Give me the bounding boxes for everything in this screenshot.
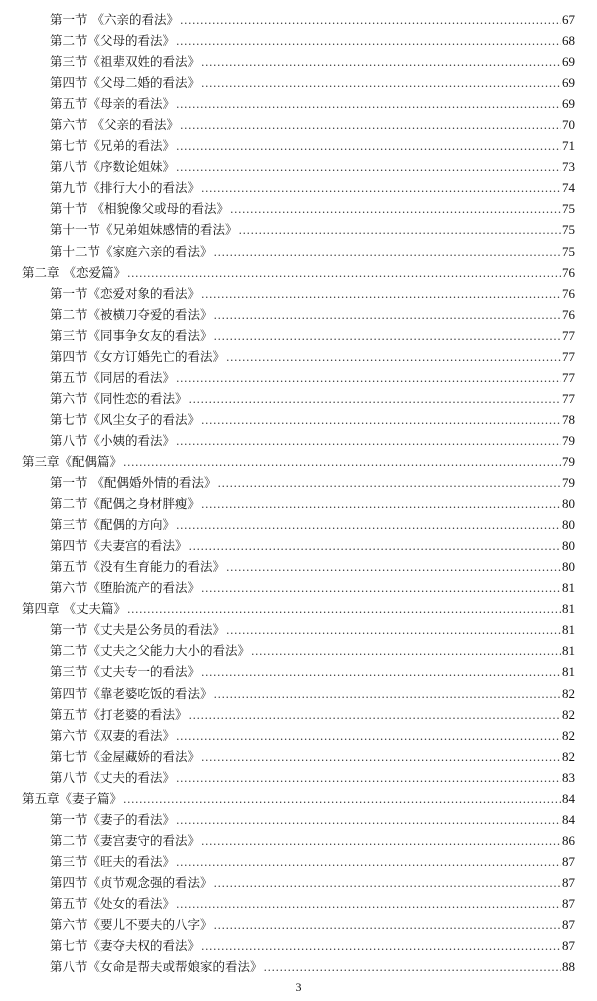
- toc-entry-title: 第五节《没有生育能力的看法》: [50, 559, 226, 575]
- toc-section-entry: [0, 767, 597, 788]
- toc-entry-title: 第七节《妻夺夫权的看法》: [50, 938, 201, 954]
- toc-entry-title: 第八节《序数论姐妹》: [50, 159, 176, 175]
- toc-entry-page: 77: [562, 369, 575, 385]
- toc-entry-title: 第七节《风尘女子的看法》: [50, 411, 201, 427]
- dot-leader: [176, 726, 561, 747]
- dot-leader: [217, 473, 561, 494]
- dot-leader: [230, 199, 561, 220]
- toc-entry-title: 第二节《配偶之身材胖瘦》: [50, 496, 201, 512]
- toc-entry-title: 第八节《小姨的看法》: [50, 432, 176, 448]
- dot-leader: [201, 52, 561, 73]
- toc-entry-title: 第四节《女方订婚先亡的看法》: [50, 348, 226, 364]
- toc-entry-page: 67: [562, 12, 575, 27]
- toc-entry-line: [50, 809, 575, 831]
- table-of-contents: [0, 9, 597, 977]
- toc-entry-page: 75: [562, 201, 575, 217]
- toc-entry-page: 80: [562, 517, 575, 533]
- toc-entry-line: [50, 577, 575, 599]
- toc-section-entry: [0, 135, 597, 156]
- dot-leader: [201, 284, 561, 305]
- toc-section-entry: [0, 346, 597, 367]
- dot-leader: [176, 136, 561, 157]
- dot-leader: [176, 368, 561, 389]
- toc-section-entry: [0, 72, 597, 93]
- dot-leader: [176, 810, 561, 831]
- toc-entry-title: 第八节《丈夫的看法》: [50, 769, 176, 785]
- toc-entry-page: 80: [562, 538, 575, 554]
- toc-entry-page: 88: [562, 959, 575, 975]
- toc-entry-page: 75: [562, 243, 575, 259]
- toc-entry-line: [50, 198, 575, 220]
- toc-entry-line: [50, 325, 575, 347]
- dot-leader: [214, 326, 561, 347]
- toc-section-entry: [0, 493, 597, 514]
- toc-section-entry: [0, 830, 597, 851]
- dot-leader: [180, 115, 561, 136]
- toc-entry-page: 76: [562, 306, 575, 322]
- toc-section-entry: [0, 851, 597, 872]
- toc-entry-title: 第一节《妻子的看法》: [50, 811, 176, 827]
- toc-entry-line: [50, 514, 575, 536]
- toc-section-entry: [0, 746, 597, 767]
- toc-entry-line: [50, 135, 575, 157]
- dot-leader: [189, 389, 561, 410]
- toc-entry-title: 第一节 《配偶婚外情的看法》: [50, 475, 217, 491]
- toc-entry-line: [50, 304, 575, 326]
- toc-entry-line: [50, 935, 575, 957]
- toc-section-entry: [0, 914, 597, 935]
- toc-entry-line: [50, 93, 575, 115]
- toc-entry-line: [50, 241, 575, 263]
- toc-entry-page: 82: [562, 685, 575, 701]
- toc-section-entry: [0, 935, 597, 956]
- dot-leader: [189, 705, 561, 726]
- dot-leader: [176, 94, 561, 115]
- toc-entry-title: 第十一节《兄弟姐妹感情的看法》: [50, 222, 238, 238]
- toc-entry-title: 第六节《同性恋的看法》: [50, 390, 188, 406]
- dot-leader: [201, 936, 561, 957]
- dot-leader: [201, 747, 561, 768]
- dot-leader: [201, 831, 561, 852]
- toc-entry-line: [50, 725, 575, 747]
- toc-section-entry: [0, 704, 597, 725]
- toc-section-entry: [0, 388, 597, 409]
- toc-entry-page: 86: [562, 832, 575, 848]
- toc-entry-line: [50, 409, 575, 431]
- toc-section-entry: [0, 893, 597, 914]
- toc-entry-title: 第十二节《家庭六亲的看法》: [50, 243, 213, 259]
- toc-entry-title: 第一节 《六亲的看法》: [50, 12, 179, 27]
- toc-entry-title: 第二节《被横刀夺爱的看法》: [50, 306, 213, 322]
- toc-section-entry: [0, 156, 597, 177]
- toc-entry-page: 87: [562, 853, 575, 869]
- dot-leader: [226, 347, 561, 368]
- dot-leader: [214, 915, 561, 936]
- toc-section-entry: [0, 9, 597, 30]
- toc-entry-line: [50, 556, 575, 578]
- toc-entry-title: 第五节《打老婆的看法》: [50, 706, 188, 722]
- dot-leader: [176, 768, 561, 789]
- toc-section-entry: [0, 283, 597, 304]
- toc-entry-page: 87: [562, 917, 575, 933]
- toc-section-entry: [0, 198, 597, 219]
- toc-entry-line: [50, 746, 575, 768]
- dot-leader: [176, 431, 561, 452]
- dot-leader: [251, 641, 561, 662]
- dot-leader: [176, 894, 561, 915]
- toc-entry-page: 81: [562, 622, 575, 638]
- toc-entry-title: 第四章 《丈夫篇》: [22, 601, 126, 617]
- dot-leader: [176, 852, 561, 873]
- toc-entry-page: 79: [562, 432, 575, 448]
- toc-entry-title: 第十节 《相貌像父或母的看法》: [50, 201, 229, 217]
- dot-leader: [214, 305, 561, 326]
- toc-entry-page: 75: [562, 222, 575, 238]
- toc-section-entry: [0, 556, 597, 577]
- toc-entry-title: 第七节《兄弟的看法》: [50, 138, 176, 154]
- toc-section-entry: [0, 640, 597, 661]
- toc-entry-line: [50, 493, 575, 515]
- toc-section-entry: [0, 514, 597, 535]
- toc-entry-line: [50, 388, 575, 410]
- toc-section-entry: [0, 30, 597, 51]
- dot-leader: [201, 73, 561, 94]
- toc-entry-title: 第一节《恋爱对象的看法》: [50, 285, 201, 301]
- toc-chapter-entry: [0, 451, 597, 472]
- toc-section-entry: [0, 93, 597, 114]
- toc-chapter-entry: [0, 598, 597, 619]
- toc-entry-title: 第八节《女命是帮夫或帮娘家的看法》: [50, 959, 263, 975]
- toc-entry-page: 68: [562, 33, 575, 49]
- toc-entry-line: [50, 114, 575, 136]
- toc-entry-page: 73: [562, 159, 575, 175]
- toc-entry-title: 第三节《丈夫专一的看法》: [50, 664, 201, 680]
- toc-entry-line: [50, 704, 575, 726]
- toc-entry-title: 第二章 《恋爱篇》: [22, 264, 126, 280]
- toc-entry-page: 71: [562, 138, 575, 154]
- toc-chapter-entry: [0, 262, 597, 283]
- toc-entry-title: 第五节《同居的看法》: [50, 369, 176, 385]
- dot-leader: [214, 242, 561, 263]
- toc-entry-title: 第七节《金屋藏娇的看法》: [50, 748, 201, 764]
- dot-leader: [123, 789, 561, 810]
- toc-entry-page: 81: [562, 664, 575, 680]
- dot-leader: [264, 957, 561, 978]
- toc-entry-page: 69: [562, 75, 575, 91]
- toc-entry-page: 79: [562, 453, 575, 469]
- toc-entry-title: 第二节《丈夫之父能力大小的看法》: [50, 643, 251, 659]
- toc-entry-line: [50, 872, 575, 894]
- toc-entry-page: 83: [562, 769, 575, 785]
- toc-entry-line: [50, 640, 575, 662]
- toc-entry-title: 第三章《配偶篇》: [22, 453, 123, 469]
- dot-leader: [226, 557, 561, 578]
- toc-entry-line: [50, 283, 575, 305]
- toc-entry-line: [50, 619, 575, 641]
- toc-entry-page: 87: [562, 874, 575, 890]
- toc-section-entry: [0, 430, 597, 451]
- toc-entry-line: [50, 346, 575, 368]
- dot-leader: [201, 178, 561, 199]
- toc-section-entry: [0, 51, 597, 72]
- toc-entry-line: [50, 851, 575, 873]
- toc-entry-line: [50, 830, 575, 852]
- page-number: 3: [295, 980, 302, 994]
- toc-entry-title: 第四节《贞节观念强的看法》: [50, 874, 213, 890]
- dot-leader: [180, 10, 561, 31]
- toc-entry-line: [50, 683, 575, 705]
- toc-entry-title: 第四节《夫妻宫的看法》: [50, 538, 188, 554]
- toc-entry-page: 69: [562, 96, 575, 112]
- toc-section-entry: [0, 177, 597, 198]
- toc-section-entry: [0, 577, 597, 598]
- toc-entry-page: 82: [562, 727, 575, 743]
- toc-entry-title: 第六节《双妻的看法》: [50, 727, 176, 743]
- toc-section-entry: [0, 956, 597, 977]
- toc-entry-page: 82: [562, 748, 575, 764]
- toc-entry-line: [50, 430, 575, 452]
- toc-entry-page: 79: [562, 475, 575, 491]
- toc-section-entry: [0, 409, 597, 430]
- toc-entry-page: 69: [562, 54, 575, 70]
- toc-section-entry: [0, 725, 597, 746]
- toc-entry-page: 80: [562, 559, 575, 575]
- toc-entry-line: [50, 472, 575, 494]
- toc-entry-page: 77: [562, 348, 575, 364]
- toc-entry-title: 第三节《旺夫的看法》: [50, 853, 176, 869]
- toc-entry-page: 74: [562, 180, 575, 196]
- toc-entry-line: [50, 914, 575, 936]
- toc-section-entry: [0, 619, 597, 640]
- toc-entry-page: 81: [562, 643, 575, 659]
- dot-leader: [226, 620, 561, 641]
- toc-section-entry: [0, 661, 597, 682]
- toc-entry-line: [50, 661, 575, 683]
- toc-entry-line: [50, 9, 575, 31]
- toc-entry-page: 82: [562, 706, 575, 722]
- toc-entry-title: 第四节《靠老婆吃饭的看法》: [50, 685, 213, 701]
- toc-entry-line: [22, 788, 575, 810]
- toc-entry-title: 第六节《要儿不要夫的八字》: [50, 917, 213, 933]
- dot-leader: [127, 599, 561, 620]
- toc-entry-title: 第六节 《父亲的看法》: [50, 117, 179, 133]
- toc-entry-title: 第四节《父母二婚的看法》: [50, 75, 201, 91]
- dot-leader: [176, 515, 561, 536]
- toc-section-entry: [0, 683, 597, 704]
- toc-entry-line: [50, 51, 575, 73]
- toc-entry-line: [50, 535, 575, 557]
- toc-entry-page: 87: [562, 938, 575, 954]
- toc-entry-line: [50, 956, 575, 978]
- toc-entry-line: [50, 177, 575, 199]
- toc-section-entry: [0, 325, 597, 346]
- toc-section-entry: [0, 304, 597, 325]
- toc-entry-page: 76: [562, 264, 575, 280]
- toc-entry-line: [50, 72, 575, 94]
- dot-leader: [127, 263, 561, 284]
- dot-leader: [201, 578, 561, 599]
- toc-entry-page: 78: [562, 411, 575, 427]
- dot-leader: [214, 684, 561, 705]
- dot-leader: [214, 873, 561, 894]
- dot-leader: [201, 662, 561, 683]
- dot-leader: [176, 157, 561, 178]
- dot-leader: [239, 220, 561, 241]
- toc-entry-title: 第二节《父母的看法》: [50, 33, 176, 49]
- toc-section-entry: [0, 809, 597, 830]
- toc-entry-line: [22, 262, 575, 284]
- toc-entry-title: 第三节《配偶的方向》: [50, 517, 176, 533]
- toc-entry-page: 81: [562, 601, 575, 617]
- toc-entry-page: 70: [562, 117, 575, 133]
- toc-section-entry: [0, 114, 597, 135]
- toc-entry-page: 80: [562, 496, 575, 512]
- toc-entry-page: 81: [562, 580, 575, 596]
- toc-chapter-entry: [0, 788, 597, 809]
- toc-entry-line: [50, 219, 575, 241]
- toc-entry-page: 77: [562, 327, 575, 343]
- toc-entry-title: 第五章《妻子篇》: [22, 790, 123, 806]
- toc-entry-page: 84: [562, 811, 575, 827]
- toc-entry-line: [50, 156, 575, 178]
- toc-entry-line: [50, 30, 575, 52]
- toc-entry-line: [50, 367, 575, 389]
- dot-leader: [123, 452, 561, 473]
- dot-leader: [201, 410, 561, 431]
- toc-entry-page: 76: [562, 285, 575, 301]
- dot-leader: [201, 494, 561, 515]
- toc-entry-title: 第三节《祖辈双姓的看法》: [50, 54, 201, 70]
- toc-entry-line: [50, 893, 575, 915]
- toc-section-entry: [0, 367, 597, 388]
- toc-section-entry: [0, 535, 597, 556]
- toc-entry-title: 第五节《母亲的看法》: [50, 96, 176, 112]
- toc-entry-line: [22, 451, 575, 473]
- dot-leader: [189, 536, 561, 557]
- toc-entry-line: [22, 598, 575, 620]
- toc-section-entry: [0, 472, 597, 493]
- dot-leader: [176, 31, 561, 52]
- toc-section-entry: [0, 219, 597, 240]
- toc-entry-title: 第三节《同事争女友的看法》: [50, 327, 213, 343]
- toc-entry-line: [50, 767, 575, 789]
- toc-entry-title: 第一节《丈夫是公务员的看法》: [50, 622, 226, 638]
- toc-entry-title: 第二节《妻宫妻守的看法》: [50, 832, 201, 848]
- toc-entry-title: 第九节《排行大小的看法》: [50, 180, 201, 196]
- toc-entry-title: 第五节《处女的看法》: [50, 895, 176, 911]
- toc-section-entry: [0, 241, 597, 262]
- toc-entry-page: 87: [562, 895, 575, 911]
- toc-section-entry: [0, 872, 597, 893]
- toc-entry-page: 84: [562, 790, 575, 806]
- toc-entry-page: 77: [562, 390, 575, 406]
- toc-entry-title: 第六节《堕胎流产的看法》: [50, 580, 201, 596]
